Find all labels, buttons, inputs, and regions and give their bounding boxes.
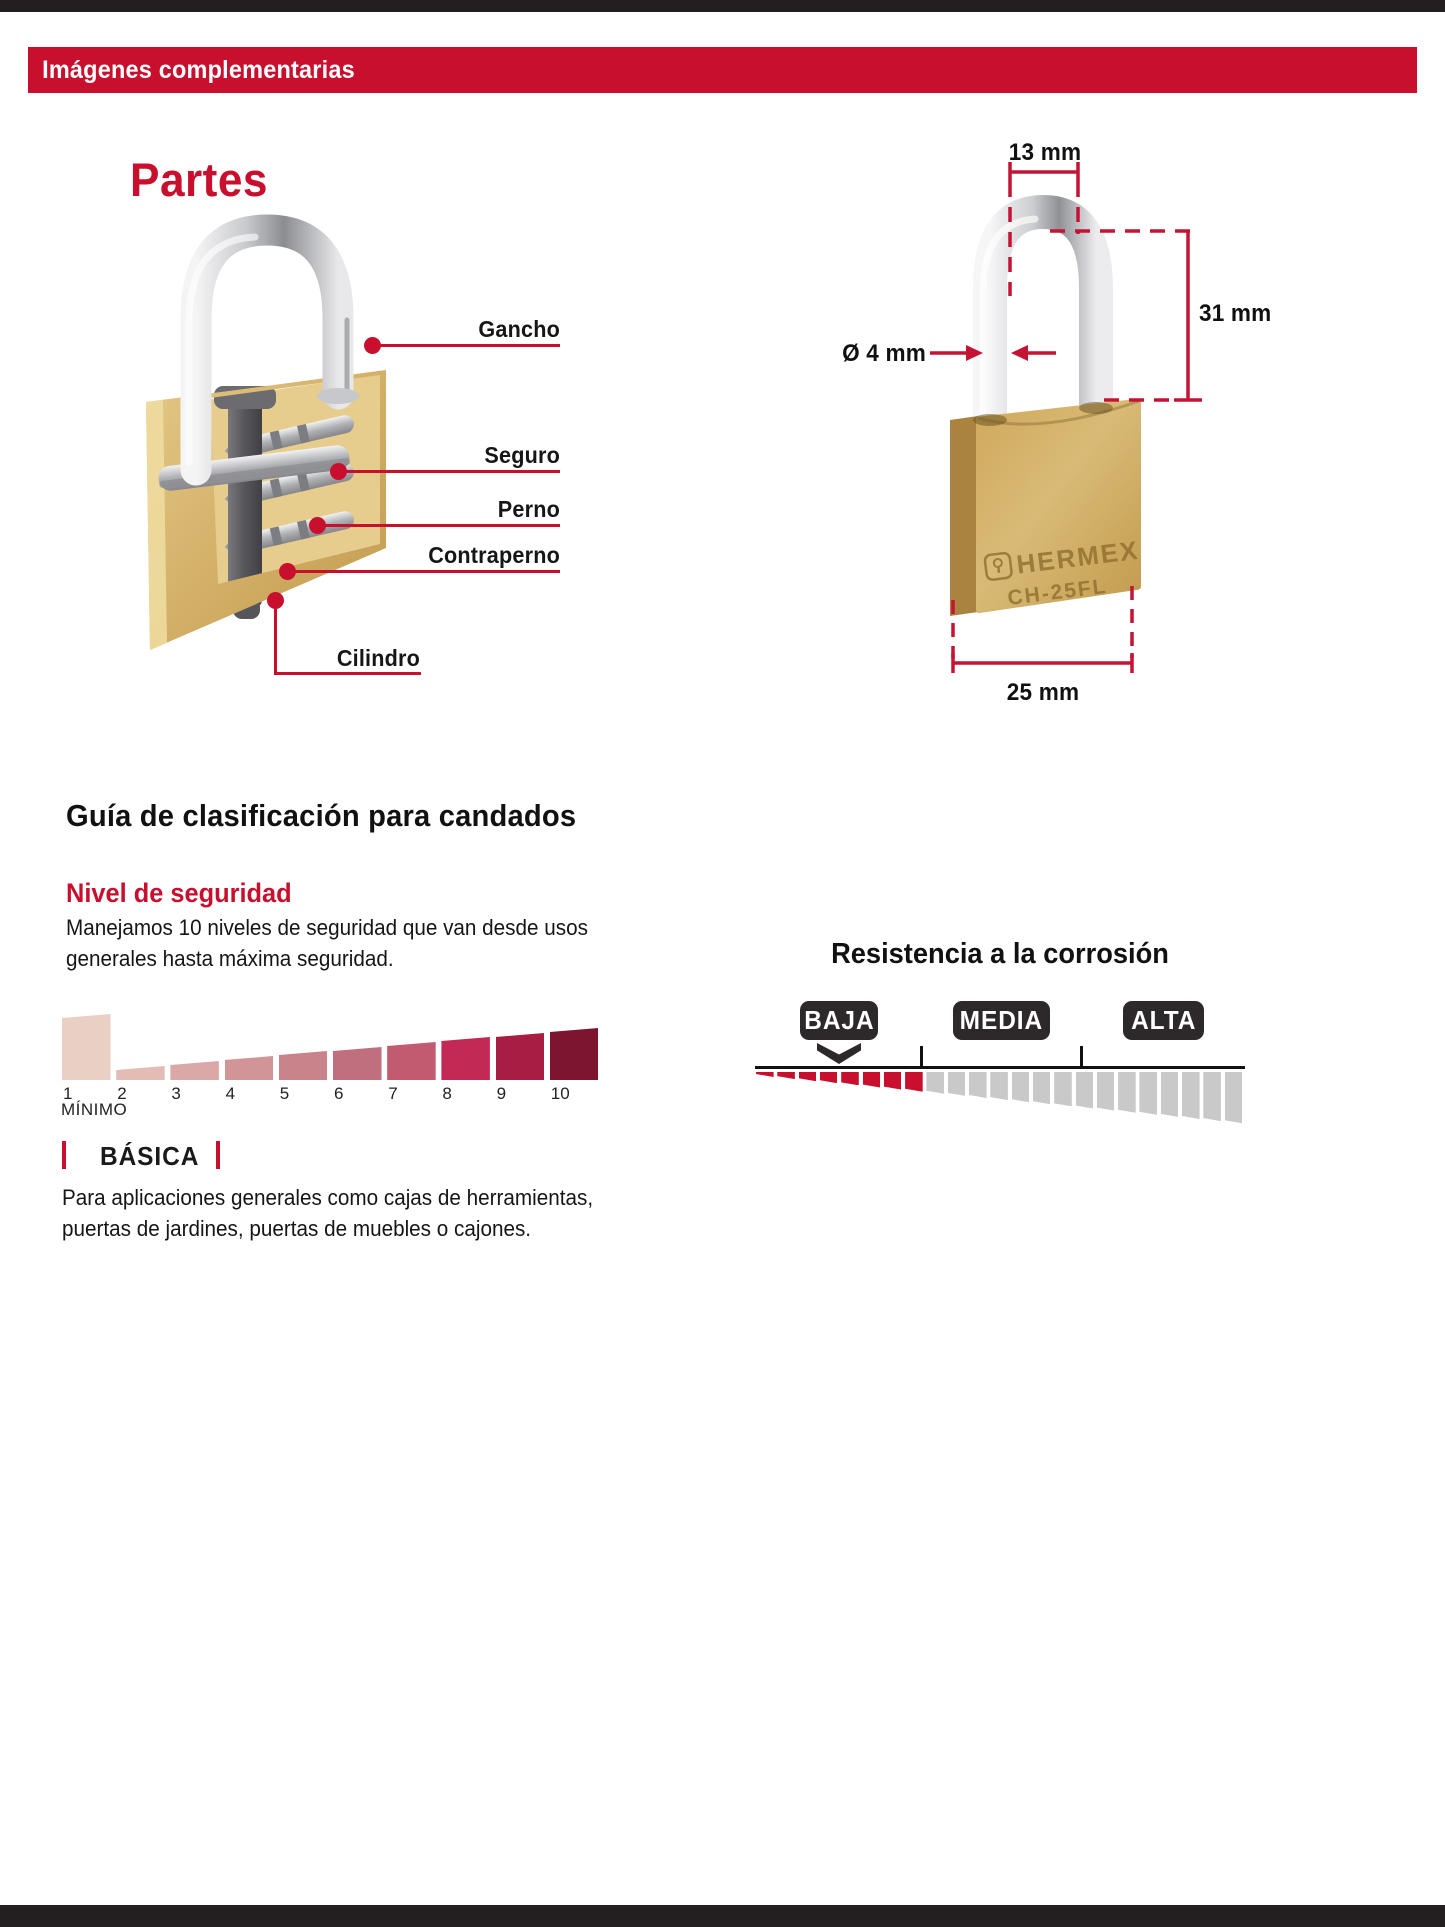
- corrosion-tick-1: [920, 1046, 923, 1067]
- dim-top-width: 13 mm: [1008, 139, 1082, 166]
- badge-media-label: MEDIA: [959, 1005, 1044, 1035]
- security-bar-4: [225, 1056, 274, 1080]
- security-level-tick-6: 6: [334, 1084, 344, 1103]
- selected-level-pointer-icon: [817, 1043, 861, 1064]
- security-level-tick-8: 8: [442, 1084, 452, 1103]
- corrosion-segment-12: [990, 1072, 1008, 1100]
- corrosion-segment-11: [969, 1072, 987, 1098]
- security-description: [66, 912, 588, 974]
- badge-media: [953, 1001, 1050, 1040]
- corrosion-segment-20: [1161, 1072, 1179, 1117]
- corrosion-segment-15: [1054, 1072, 1072, 1106]
- security-level-tick-10: 10: [550, 1084, 570, 1103]
- security-bar-5: [279, 1051, 328, 1080]
- basica-label: BÁSICA: [100, 1141, 200, 1171]
- corrosion-segment-5: [841, 1072, 859, 1085]
- basica-tick-left: [62, 1141, 66, 1169]
- part-label-gancho: Gancho: [478, 316, 560, 342]
- basica-description-line1: Para aplicaciones generales como cajas de herramientas,: [62, 1185, 594, 1210]
- security-level-tick-4: 4: [225, 1084, 236, 1103]
- security-level-tick-5: 5: [279, 1084, 290, 1103]
- badge-alta-label: ALTA: [1130, 1005, 1197, 1035]
- arrow-left-icon: [1011, 345, 1028, 361]
- padlock-dimension-drawing: [820, 130, 1280, 730]
- corrosion-segment-14: [1033, 1072, 1051, 1104]
- brand-engraving: HERMEX: [1014, 534, 1141, 580]
- dim-diameter: Ø 4 mm: [842, 340, 926, 367]
- corrosion-segment-18: [1118, 1072, 1136, 1113]
- corrosion-title: Resistencia a la corrosión: [831, 938, 1169, 970]
- security-bar-6: [333, 1047, 382, 1080]
- dim-body-width: 25 mm: [1006, 679, 1080, 706]
- padlock-body: [950, 399, 1144, 616]
- corrosion-segment-19: [1139, 1072, 1157, 1115]
- security-level-tick-3: 3: [171, 1084, 181, 1103]
- section-header: [28, 47, 1417, 93]
- security-bar-1: [62, 1014, 111, 1080]
- part-label-seguro: Seguro: [484, 442, 560, 468]
- corrosion-segment-16: [1076, 1072, 1094, 1109]
- model-engraving: CH-25FL: [1006, 574, 1109, 610]
- corrosion-segment-2: [777, 1072, 795, 1079]
- guide-title: Guía de clasificación para candados: [66, 798, 577, 833]
- padlock-cutaway-illustration: [120, 195, 420, 685]
- corrosion-segment-13: [1012, 1072, 1030, 1102]
- basica-tick-right: [216, 1141, 220, 1169]
- security-level-tick-9: 9: [496, 1084, 507, 1103]
- contraperno-leader-line: [287, 570, 560, 573]
- security-bar-3: [170, 1061, 219, 1080]
- corrosion-segment-21: [1182, 1072, 1200, 1119]
- corrosion-tick-2: [1080, 1046, 1083, 1067]
- corrosion-segment-6: [863, 1072, 881, 1088]
- security-bar-9: [496, 1033, 545, 1080]
- security-level-tick-7: 7: [388, 1084, 398, 1103]
- corrosion-segment-7: [884, 1072, 902, 1090]
- basica-description: [62, 1182, 593, 1244]
- corrosion-segment-3: [799, 1072, 817, 1081]
- top-divider-bar: [0, 0, 1445, 12]
- security-heading: Nivel de seguridad: [66, 878, 292, 908]
- corrosion-segment-17: [1097, 1072, 1115, 1111]
- basica-description-line2: puertas de jardines, puertas de muebles o cajones.: [62, 1216, 532, 1241]
- security-bar-8: [441, 1037, 490, 1080]
- corrosion-segment-4: [820, 1072, 838, 1083]
- security-description-line2: generales hasta máxima seguridad.: [66, 946, 394, 971]
- partes-title: Partes: [130, 153, 268, 206]
- part-label-contraperno: Contraperno: [428, 542, 560, 568]
- corrosion-segment-23: [1225, 1072, 1243, 1123]
- badge-baja-label: BAJA: [803, 1005, 875, 1035]
- section-header-label: Imágenes complementarias: [42, 55, 355, 84]
- dim-shackle-height: 31 mm: [1199, 300, 1272, 327]
- corrosion-segment-10: [948, 1072, 966, 1096]
- corrosion-segment-22: [1203, 1072, 1221, 1121]
- security-bar-7: [387, 1042, 436, 1080]
- gancho-leader-line: [372, 344, 560, 347]
- bottom-divider-bar: [0, 1905, 1445, 1927]
- badge-alta: [1123, 1001, 1204, 1040]
- perno-leader-line: [317, 524, 560, 527]
- security-level-tick-2: 2: [117, 1084, 127, 1103]
- corrosion-segment-8: [905, 1072, 923, 1092]
- security-level-tick-1: 1: [63, 1084, 73, 1103]
- cilindro-leader-hline: [274, 672, 421, 675]
- corrosion-segment-9: [926, 1072, 944, 1094]
- part-label-perno: Perno: [497, 496, 560, 522]
- corrosion-segment-1: [756, 1072, 774, 1077]
- security-bar-2: [116, 1066, 165, 1080]
- minimo-label: MÍNIMO: [61, 1100, 128, 1119]
- badge-baja: [800, 1001, 878, 1040]
- corrosion-axis-line: [755, 1066, 1245, 1069]
- security-bar-10: [550, 1028, 599, 1080]
- cilindro-leader-vline: [274, 600, 277, 675]
- seguro-leader-line: [338, 470, 560, 473]
- part-label-cilindro: Cilindro: [336, 645, 420, 671]
- security-description-line1: Manejamos 10 niveles de seguridad que van desde usos: [66, 915, 588, 940]
